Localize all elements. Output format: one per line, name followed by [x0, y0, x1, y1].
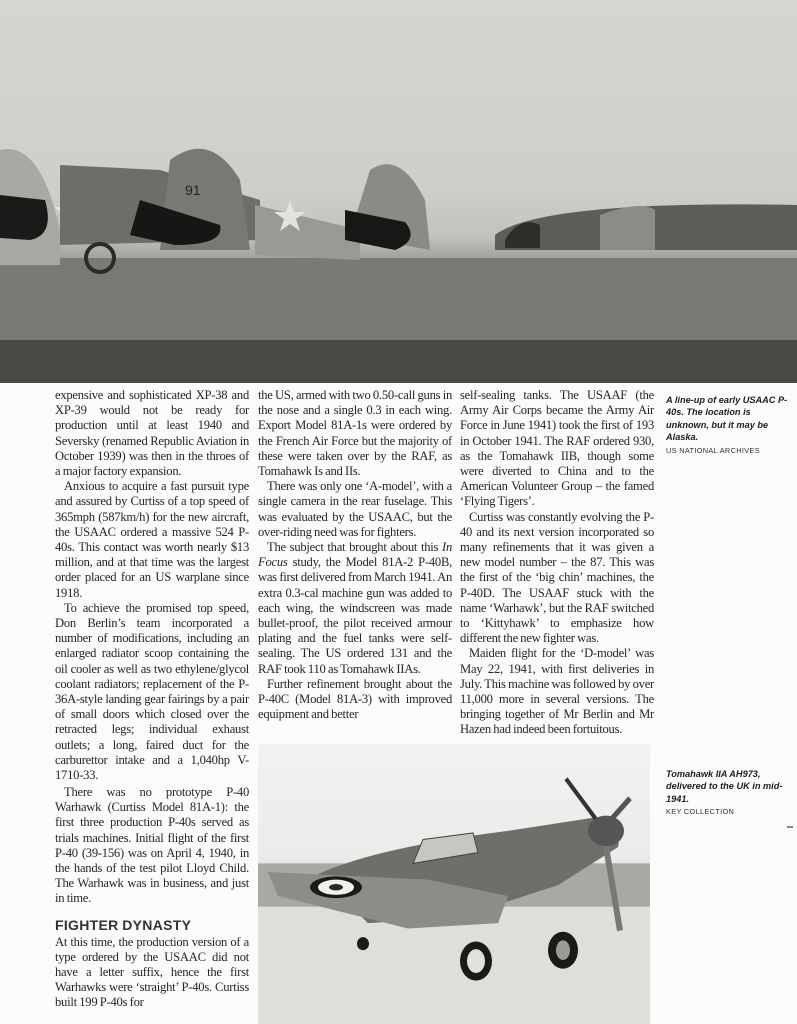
text-run: study, the Model 81A-2 P-40B, was first delivered from March 1941. An extra 0.3-cal machine gun was added to each wing, the windscreen was made bullet-proof, the pilot received armour plating and the fuel tanks were self-sealing. The US ordered 131 and the RAF took 110 as Tomahawk IIAs. [258, 555, 452, 676]
text-run: The subject that brought about this [267, 540, 442, 555]
article-column-1-continued [55, 785, 249, 1011]
fuselage-right [255, 205, 360, 260]
photo-credit: US NATIONAL ARCHIVES [666, 445, 760, 455]
roundel-center [329, 884, 343, 891]
series-title: In Focus [258, 540, 452, 570]
article-column-2 [258, 388, 452, 722]
hangar-opening [505, 222, 540, 248]
wheel-hub [467, 949, 485, 973]
paragraph: To achieve the promised top speed, Don Berlin’s team incorporated a number of modifications, including an enlarged radiator scoop containing the oil cooler as well as two ethylene/glycol coolant radiators; replacement of the P-36A-style landing gear fairings by a pair of small doors which closed over the retracted legs; individual exhaust outlets; a long, faired duct for the carburettor intake and a 1,040hp V-1710-33. [55, 600, 249, 783]
wheel-hub [556, 940, 570, 960]
paragraph: the US, armed with two 0.50-call guns in the nose and a single 0.3 in each wing. Export Model 81A-1s were ordered by the French Air Force but the majority of these were taken over by the RAF, as Tomahawk Is and IIs. [258, 388, 452, 479]
paragraph: At this time, the production version of a type ordered by the USAAC did not have a letter suffix, hence the first Warhawks were ‘straight’ P-40s. Curtiss built 199 P-40s for [55, 934, 249, 1010]
photo-tomahawk-iia [258, 744, 650, 1024]
paragraph [258, 540, 452, 677]
paragraph: Maiden flight for the ‘D-model’ was May 22, 1941, with first deliveries in July. This machine was followed by over 11,000 more in several versions. The bringing together of Mr Berlin and Mr Hazen had indeed been fortuitous. [460, 646, 654, 737]
tail-number: 91 [185, 182, 201, 198]
spinner [588, 816, 624, 846]
caption-bottom-photo [666, 768, 794, 817]
hangar-section [600, 206, 655, 250]
caption-top-photo [666, 394, 794, 456]
paragraph: Further refinement brought about the P-40C (Model 81A-3) with improved equipment and better [258, 676, 452, 722]
section-heading: FIGHTER DYNASTY [55, 916, 192, 933]
paragraph: expensive and sophisticated XP-38 and XP-39 would not be ready for production until at least 1940 and Seversky (renamed Republic Aviation in October 1939) was then in the throes of a major factory expansion. [55, 388, 249, 479]
tail-wheel [357, 937, 369, 950]
paragraph: Curtiss was constantly evolving the P-40 and its next version incorporated so many refinements that it was given a new model number – the 87. This was the first of the ‘big chin’ machines, the P-40D. The USAAF stuck with the name ‘Warhawk’, but the RAF switched to ‘Kittyhawk’ to emphasize how different the new fighter was. [460, 509, 654, 646]
caption-text: Tomahawk IIA AH973, delivered to the UK in mid-1941. [666, 769, 783, 804]
tailplane-left [0, 195, 48, 240]
paragraph: Anxious to acquire a fast pursuit type and assured by Curtiss of a top speed of 365mph (587km/h) for the new aircraft, the USAAC ordered a massive 524 P-40s. This contact was worth nearly $13 million, and at that time was the largest order placed for an US warplane since 1918. [55, 479, 249, 600]
page-edge-mark [787, 826, 793, 828]
grass-foreground [0, 340, 797, 383]
article-column-1 [55, 388, 249, 783]
photo-credit: KEY COLLECTION [666, 807, 735, 817]
photo-p40-lineup [0, 0, 797, 383]
tomahawk-illustration [258, 744, 650, 1024]
article-column-3 [460, 388, 654, 738]
caption-text: A line-up of early USAAC P-40s. The location is unknown, but it may be Alaska. [666, 395, 788, 443]
paragraph: self-sealing tanks. The USAAF (the Army Air Corps became the Army Air Force in June 1941) took the first of 193 in October 1941. The RAF ordered 930, as the Tomahawk IIB, though some were diverted to China and to the American Volunteer Group – the famed ‘Flying Tigers’. [460, 388, 654, 509]
p40-lineup-illustration [0, 0, 797, 383]
paragraph: There was no prototype P-40 Warhawk (Curtiss Model 81A-1): the first three production P-40s served as trials machines. Initial flight of the first P-40 (39-156) was on April 4, 1940, in the hands of the test pilot Lloyd Child. The Warhawk was in business, and just in time. [55, 785, 249, 906]
paragraph: There was only one ‘A-model’, with a single camera in the rear fuselage. This was evaluated by the USAAC, but the over-riding need was for fighters. [258, 479, 452, 539]
